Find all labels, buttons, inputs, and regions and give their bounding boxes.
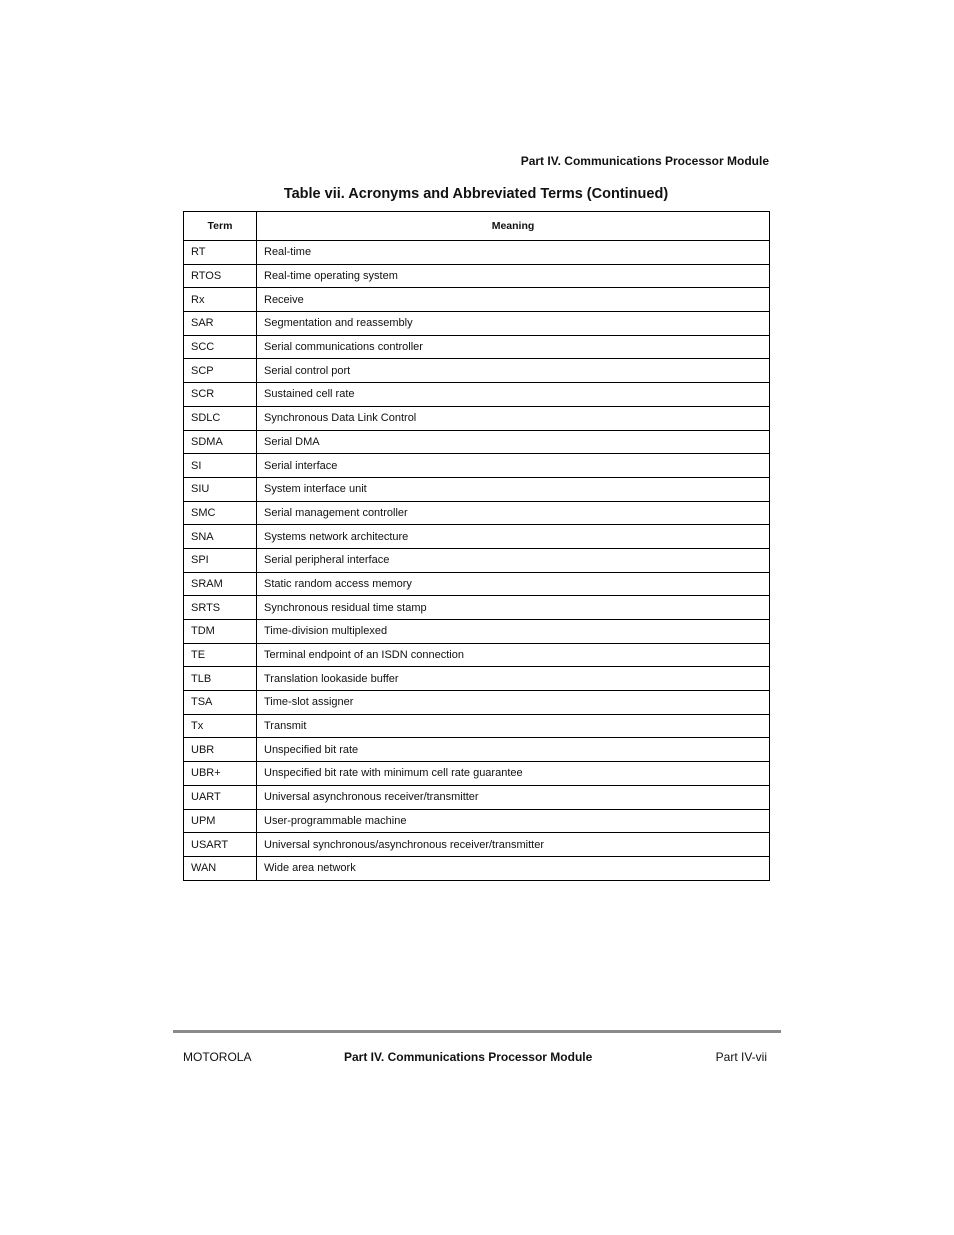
- term-cell: USART: [184, 833, 257, 857]
- column-header-term: Term: [184, 212, 257, 241]
- term-cell: TDM: [184, 620, 257, 644]
- meaning-cell: Terminal endpoint of an ISDN connection: [257, 643, 770, 667]
- page-number: Part IV-vii: [715, 1050, 767, 1064]
- meaning-cell: Systems network architecture: [257, 525, 770, 549]
- table-row: [184, 809, 770, 833]
- table-row: [184, 856, 770, 880]
- term-cell: TSA: [184, 691, 257, 715]
- term-cell: SPI: [184, 548, 257, 572]
- table-row: [184, 572, 770, 596]
- term-cell: SMC: [184, 501, 257, 525]
- meaning-cell: Real-time operating system: [257, 264, 770, 288]
- table-row: [184, 383, 770, 407]
- acronyms-table: [183, 211, 770, 881]
- table-row: [184, 288, 770, 312]
- table-row: [184, 667, 770, 691]
- term-cell: SI: [184, 454, 257, 478]
- table-row: [184, 454, 770, 478]
- meaning-cell: Universal asynchronous receiver/transmitter: [257, 785, 770, 809]
- meaning-cell: Time-slot assigner: [257, 691, 770, 715]
- table-row: [184, 620, 770, 644]
- term-cell: WAN: [184, 856, 257, 880]
- footer-section-title: Part IV. Communications Processor Module: [344, 1050, 593, 1064]
- meaning-cell: Segmentation and reassembly: [257, 312, 770, 336]
- table-row: [184, 359, 770, 383]
- term-cell: RT: [184, 241, 257, 265]
- term-cell: SRAM: [184, 572, 257, 596]
- table-row: [184, 548, 770, 572]
- term-cell: SDMA: [184, 430, 257, 454]
- footer-divider: [173, 1030, 781, 1033]
- meaning-cell: User-programmable machine: [257, 809, 770, 833]
- table-row: [184, 596, 770, 620]
- meaning-cell: Real-time: [257, 241, 770, 265]
- meaning-cell: Translation lookaside buffer: [257, 667, 770, 691]
- table-row: [184, 335, 770, 359]
- meaning-cell: Universal synchronous/asynchronous receiver/transmitter: [257, 833, 770, 857]
- term-cell: RTOS: [184, 264, 257, 288]
- term-cell: SCP: [184, 359, 257, 383]
- table-row: [184, 477, 770, 501]
- term-cell: TE: [184, 643, 257, 667]
- table-row: [184, 833, 770, 857]
- meaning-cell: Synchronous residual time stamp: [257, 596, 770, 620]
- table-row: [184, 406, 770, 430]
- meaning-cell: Serial control port: [257, 359, 770, 383]
- table-row: [184, 738, 770, 762]
- meaning-cell: Static random access memory: [257, 572, 770, 596]
- term-cell: SAR: [184, 312, 257, 336]
- meaning-cell: Sustained cell rate: [257, 383, 770, 407]
- term-cell: SIU: [184, 477, 257, 501]
- running-header: Part IV. Communications Processor Module: [520, 154, 769, 168]
- table-body: [184, 241, 770, 881]
- meaning-cell: Serial DMA: [257, 430, 770, 454]
- table-row: [184, 785, 770, 809]
- table-title: Table vii. Acronyms and Abbreviated Terms (Continued): [283, 186, 669, 202]
- term-cell: SCC: [184, 335, 257, 359]
- table-row: [184, 241, 770, 265]
- meaning-cell: Transmit: [257, 714, 770, 738]
- meaning-cell: Receive: [257, 288, 770, 312]
- term-cell: SNA: [184, 525, 257, 549]
- table-row: [184, 312, 770, 336]
- term-cell: SDLC: [184, 406, 257, 430]
- column-header-meaning: Meaning: [257, 212, 770, 241]
- term-cell: UBR+: [184, 762, 257, 786]
- meaning-cell: Serial communications controller: [257, 335, 770, 359]
- term-cell: UPM: [184, 809, 257, 833]
- term-cell: SCR: [184, 383, 257, 407]
- table-row: [184, 762, 770, 786]
- meaning-cell: Wide area network: [257, 856, 770, 880]
- term-cell: Tx: [184, 714, 257, 738]
- meaning-cell: Serial peripheral interface: [257, 548, 770, 572]
- meaning-cell: Unspecified bit rate: [257, 738, 770, 762]
- meaning-cell: Unspecified bit rate with minimum cell rate guarantee: [257, 762, 770, 786]
- meaning-cell: Serial interface: [257, 454, 770, 478]
- table-row: [184, 264, 770, 288]
- footer-company: MOTOROLA: [183, 1050, 252, 1064]
- table-row: [184, 525, 770, 549]
- meaning-cell: Serial management controller: [257, 501, 770, 525]
- term-cell: UART: [184, 785, 257, 809]
- term-cell: UBR: [184, 738, 257, 762]
- table-header-row: [184, 212, 770, 241]
- table-row: [184, 691, 770, 715]
- table-row: [184, 643, 770, 667]
- meaning-cell: System interface unit: [257, 477, 770, 501]
- meaning-cell: Time-division multiplexed: [257, 620, 770, 644]
- table-row: [184, 714, 770, 738]
- term-cell: TLB: [184, 667, 257, 691]
- term-cell: SRTS: [184, 596, 257, 620]
- term-cell: Rx: [184, 288, 257, 312]
- table-row: [184, 501, 770, 525]
- meaning-cell: Synchronous Data Link Control: [257, 406, 770, 430]
- table-row: [184, 430, 770, 454]
